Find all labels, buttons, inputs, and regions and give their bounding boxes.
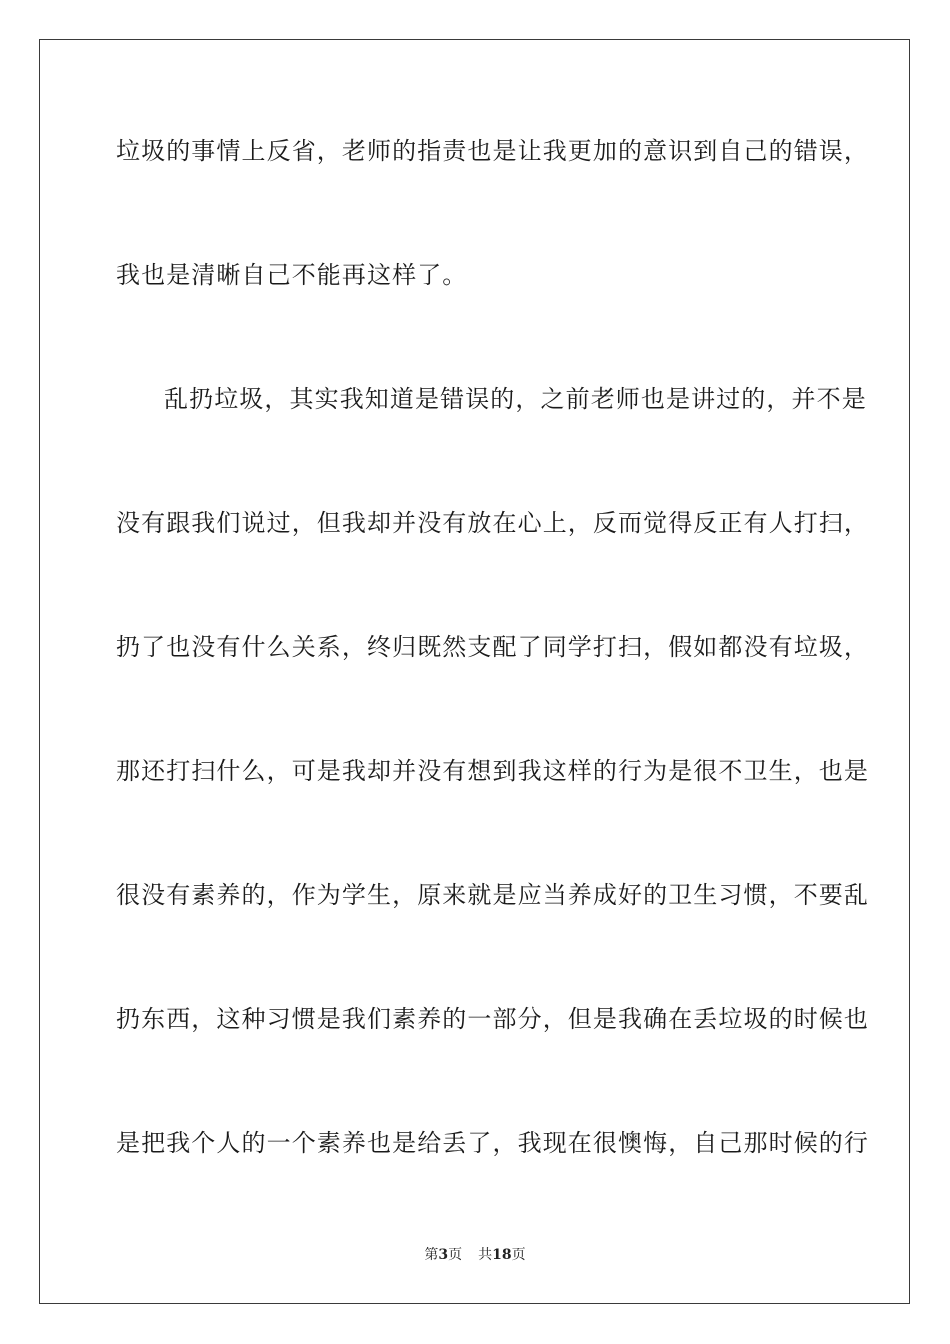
body-text-line: 很没有素养的，作为学生，原来就是应当养成好的卫生习惯，不要乱 <box>116 881 869 909</box>
total-prefix: 共 <box>478 1247 493 1263</box>
page-prefix: 第 <box>424 1247 439 1263</box>
total-suffix: 页 <box>511 1247 526 1263</box>
body-text-line: 扔东西，这种习惯是我们素养的一部分，但是我确在丢垃圾的时候也 <box>116 1005 869 1033</box>
body-text-line: 我也是清晰自己不能再这样了。 <box>116 261 468 289</box>
page-number: 3 <box>438 1247 449 1263</box>
total-pages: 18 <box>492 1247 512 1263</box>
body-text-line: 扔了也没有什么关系，终归既然支配了同学打扫，假如都没有垃圾， <box>116 633 869 661</box>
page-suffix: 页 <box>448 1247 463 1263</box>
body-text-line: 垃圾的事情上反省，老师的指责也是让我更加的意识到自己的错误， <box>116 137 869 165</box>
body-text-line: 没有跟我们说过，但我却并没有放在心上，反而觉得反正有人打扫， <box>116 509 869 537</box>
page-border <box>39 39 910 1304</box>
page-footer <box>0 1245 950 1265</box>
paragraph-first-line: 乱扔垃圾，其实我知道是错误的，之前老师也是讲过的，并不是 <box>164 385 867 413</box>
body-text-line: 是把我个人的一个素养也是给丢了，我现在很懊悔，自己那时候的行 <box>116 1129 869 1157</box>
body-text-line: 那还打扫什么，可是我却并没有想到我这样的行为是很不卫生，也是 <box>116 757 869 785</box>
